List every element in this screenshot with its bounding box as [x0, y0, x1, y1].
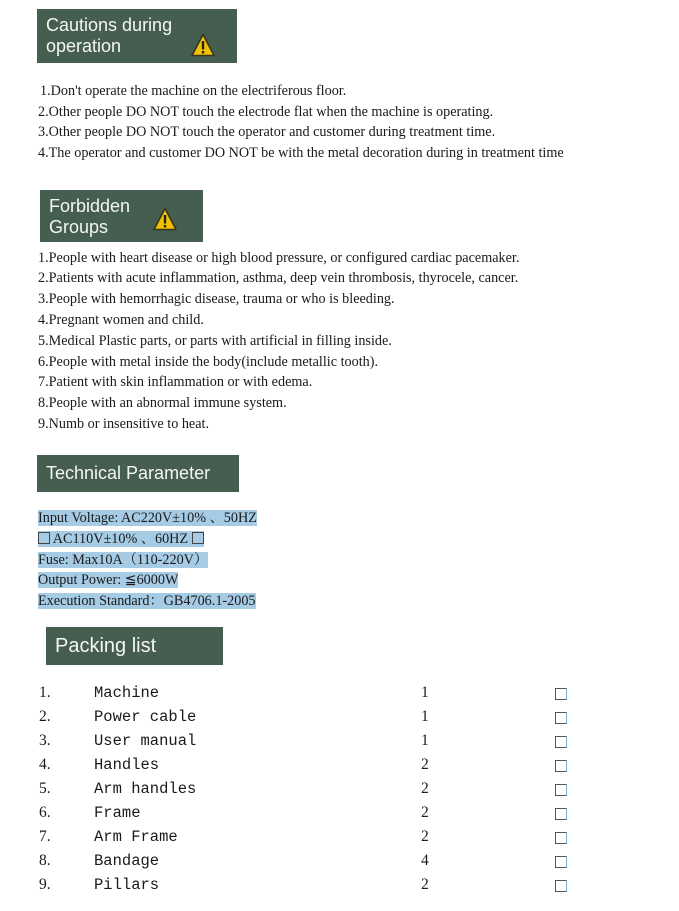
item-qty: 2 — [421, 876, 429, 893]
forbidden-title: Forbidden Groups — [49, 196, 131, 237]
caution-item: 4.The operator and customer DO NOT be with the metal decoration during in treatment time — [38, 145, 564, 161]
packing-row — [38, 804, 638, 828]
item-name: Frame — [94, 804, 141, 822]
item-number: 4. — [39, 756, 51, 773]
cautions-title: Cautions during operation — [46, 15, 173, 56]
input-voltage — [38, 508, 257, 529]
forbidden-item: 3.People with hemorrhagic disease, trauma or who is bleeding. — [38, 291, 395, 307]
output-power — [38, 570, 178, 591]
forbidden-item: 2.Patients with acute inflammation, asthma, deep vein thrombosis, thyrocele, cancer. — [38, 270, 519, 286]
warning-icon — [191, 33, 215, 57]
item-qty: 2 — [421, 756, 429, 773]
item-number: 6. — [39, 804, 51, 821]
item-checkbox[interactable] — [555, 832, 567, 844]
forbidden-item: 9.Numb or insensitive to heat. — [38, 416, 210, 432]
packing-row — [38, 780, 638, 804]
forbidden-item: 1.People with heart disease or high blood pressure, or configured cardiac pacemaker. — [38, 250, 520, 266]
alt-voltage-highlight — [38, 531, 204, 547]
caution-item: 3.Other people DO NOT touch the operator and customer during treatment time. — [38, 124, 496, 140]
checkbox-icon — [38, 532, 50, 544]
technical-title: Technical Parameter — [46, 463, 211, 483]
item-name: Machine — [94, 684, 160, 702]
packing-title: Packing list — [55, 635, 157, 657]
item-name: Arm Frame — [94, 828, 178, 846]
item-checkbox[interactable] — [555, 736, 567, 748]
item-checkbox[interactable] — [555, 880, 567, 892]
forbidden-banner — [40, 190, 203, 242]
item-checkbox[interactable] — [555, 688, 567, 700]
packing-row — [38, 828, 638, 852]
item-name: User manual — [94, 732, 197, 750]
warning-icon — [153, 207, 177, 231]
packing-row — [38, 852, 638, 876]
item-number: 1. — [39, 684, 51, 701]
item-name: Bandage — [94, 852, 160, 870]
item-checkbox[interactable] — [555, 856, 567, 868]
forbidden-item: 8.People with an abnormal immune system. — [38, 395, 287, 411]
caution-item: 2.Other people DO NOT touch the electrode flat when the machine is operating. — [38, 104, 494, 120]
output-power-text: Output Power: ≦6000W — [38, 572, 179, 588]
execution-standard — [38, 591, 256, 612]
item-number: 8. — [39, 852, 51, 869]
cautions-banner — [37, 9, 237, 63]
item-number: 7. — [39, 828, 51, 845]
item-number: 5. — [39, 780, 51, 797]
item-qty: 1 — [421, 684, 429, 701]
item-name: Pillars — [94, 876, 160, 894]
packing-banner — [46, 627, 223, 665]
item-checkbox[interactable] — [555, 712, 567, 724]
forbidden-item: 6.People with metal inside the body(include metallic tooth). — [38, 354, 379, 370]
packing-row — [38, 756, 638, 780]
caution-item: 1.Don't operate the machine on the electriferous floor. — [40, 83, 347, 99]
item-qty: 2 — [421, 828, 429, 845]
packing-row — [38, 684, 638, 708]
item-checkbox[interactable] — [555, 784, 567, 796]
item-name: Arm handles — [94, 780, 197, 798]
item-qty: 2 — [421, 780, 429, 797]
forbidden-item: 4.Pregnant women and child. — [38, 312, 204, 328]
execution-standard-text: Execution Standard：GB4706.1-2005 — [38, 593, 256, 609]
packing-row — [38, 732, 638, 756]
item-number: 3. — [39, 732, 51, 749]
alt-voltage-text: AC110V±10% 、60HZ — [50, 531, 192, 547]
item-number: 2. — [39, 708, 51, 725]
item-qty: 1 — [421, 732, 429, 749]
checkbox-icon — [192, 532, 204, 544]
technical-banner — [37, 455, 239, 492]
item-checkbox[interactable] — [555, 760, 567, 772]
forbidden-item: 7.Patient with skin inflammation or with edema. — [38, 374, 313, 390]
input-voltage-text: Input Voltage: AC220V±10% 、50HZ — [38, 510, 257, 526]
item-name: Handles — [94, 756, 160, 774]
fuse — [38, 550, 208, 571]
packing-row — [38, 876, 638, 900]
item-number: 9. — [39, 876, 51, 893]
fuse-text: Fuse: Max10A（110-220V） — [38, 552, 209, 568]
packing-row — [38, 708, 638, 732]
alt-voltage — [38, 529, 204, 550]
item-qty: 2 — [421, 804, 429, 821]
item-qty: 1 — [421, 708, 429, 725]
forbidden-item: 5.Medical Plastic parts, or parts with artificial in filling inside. — [38, 333, 392, 349]
item-name: Power cable — [94, 708, 197, 726]
item-qty: 4 — [421, 852, 429, 869]
item-checkbox[interactable] — [555, 808, 567, 820]
